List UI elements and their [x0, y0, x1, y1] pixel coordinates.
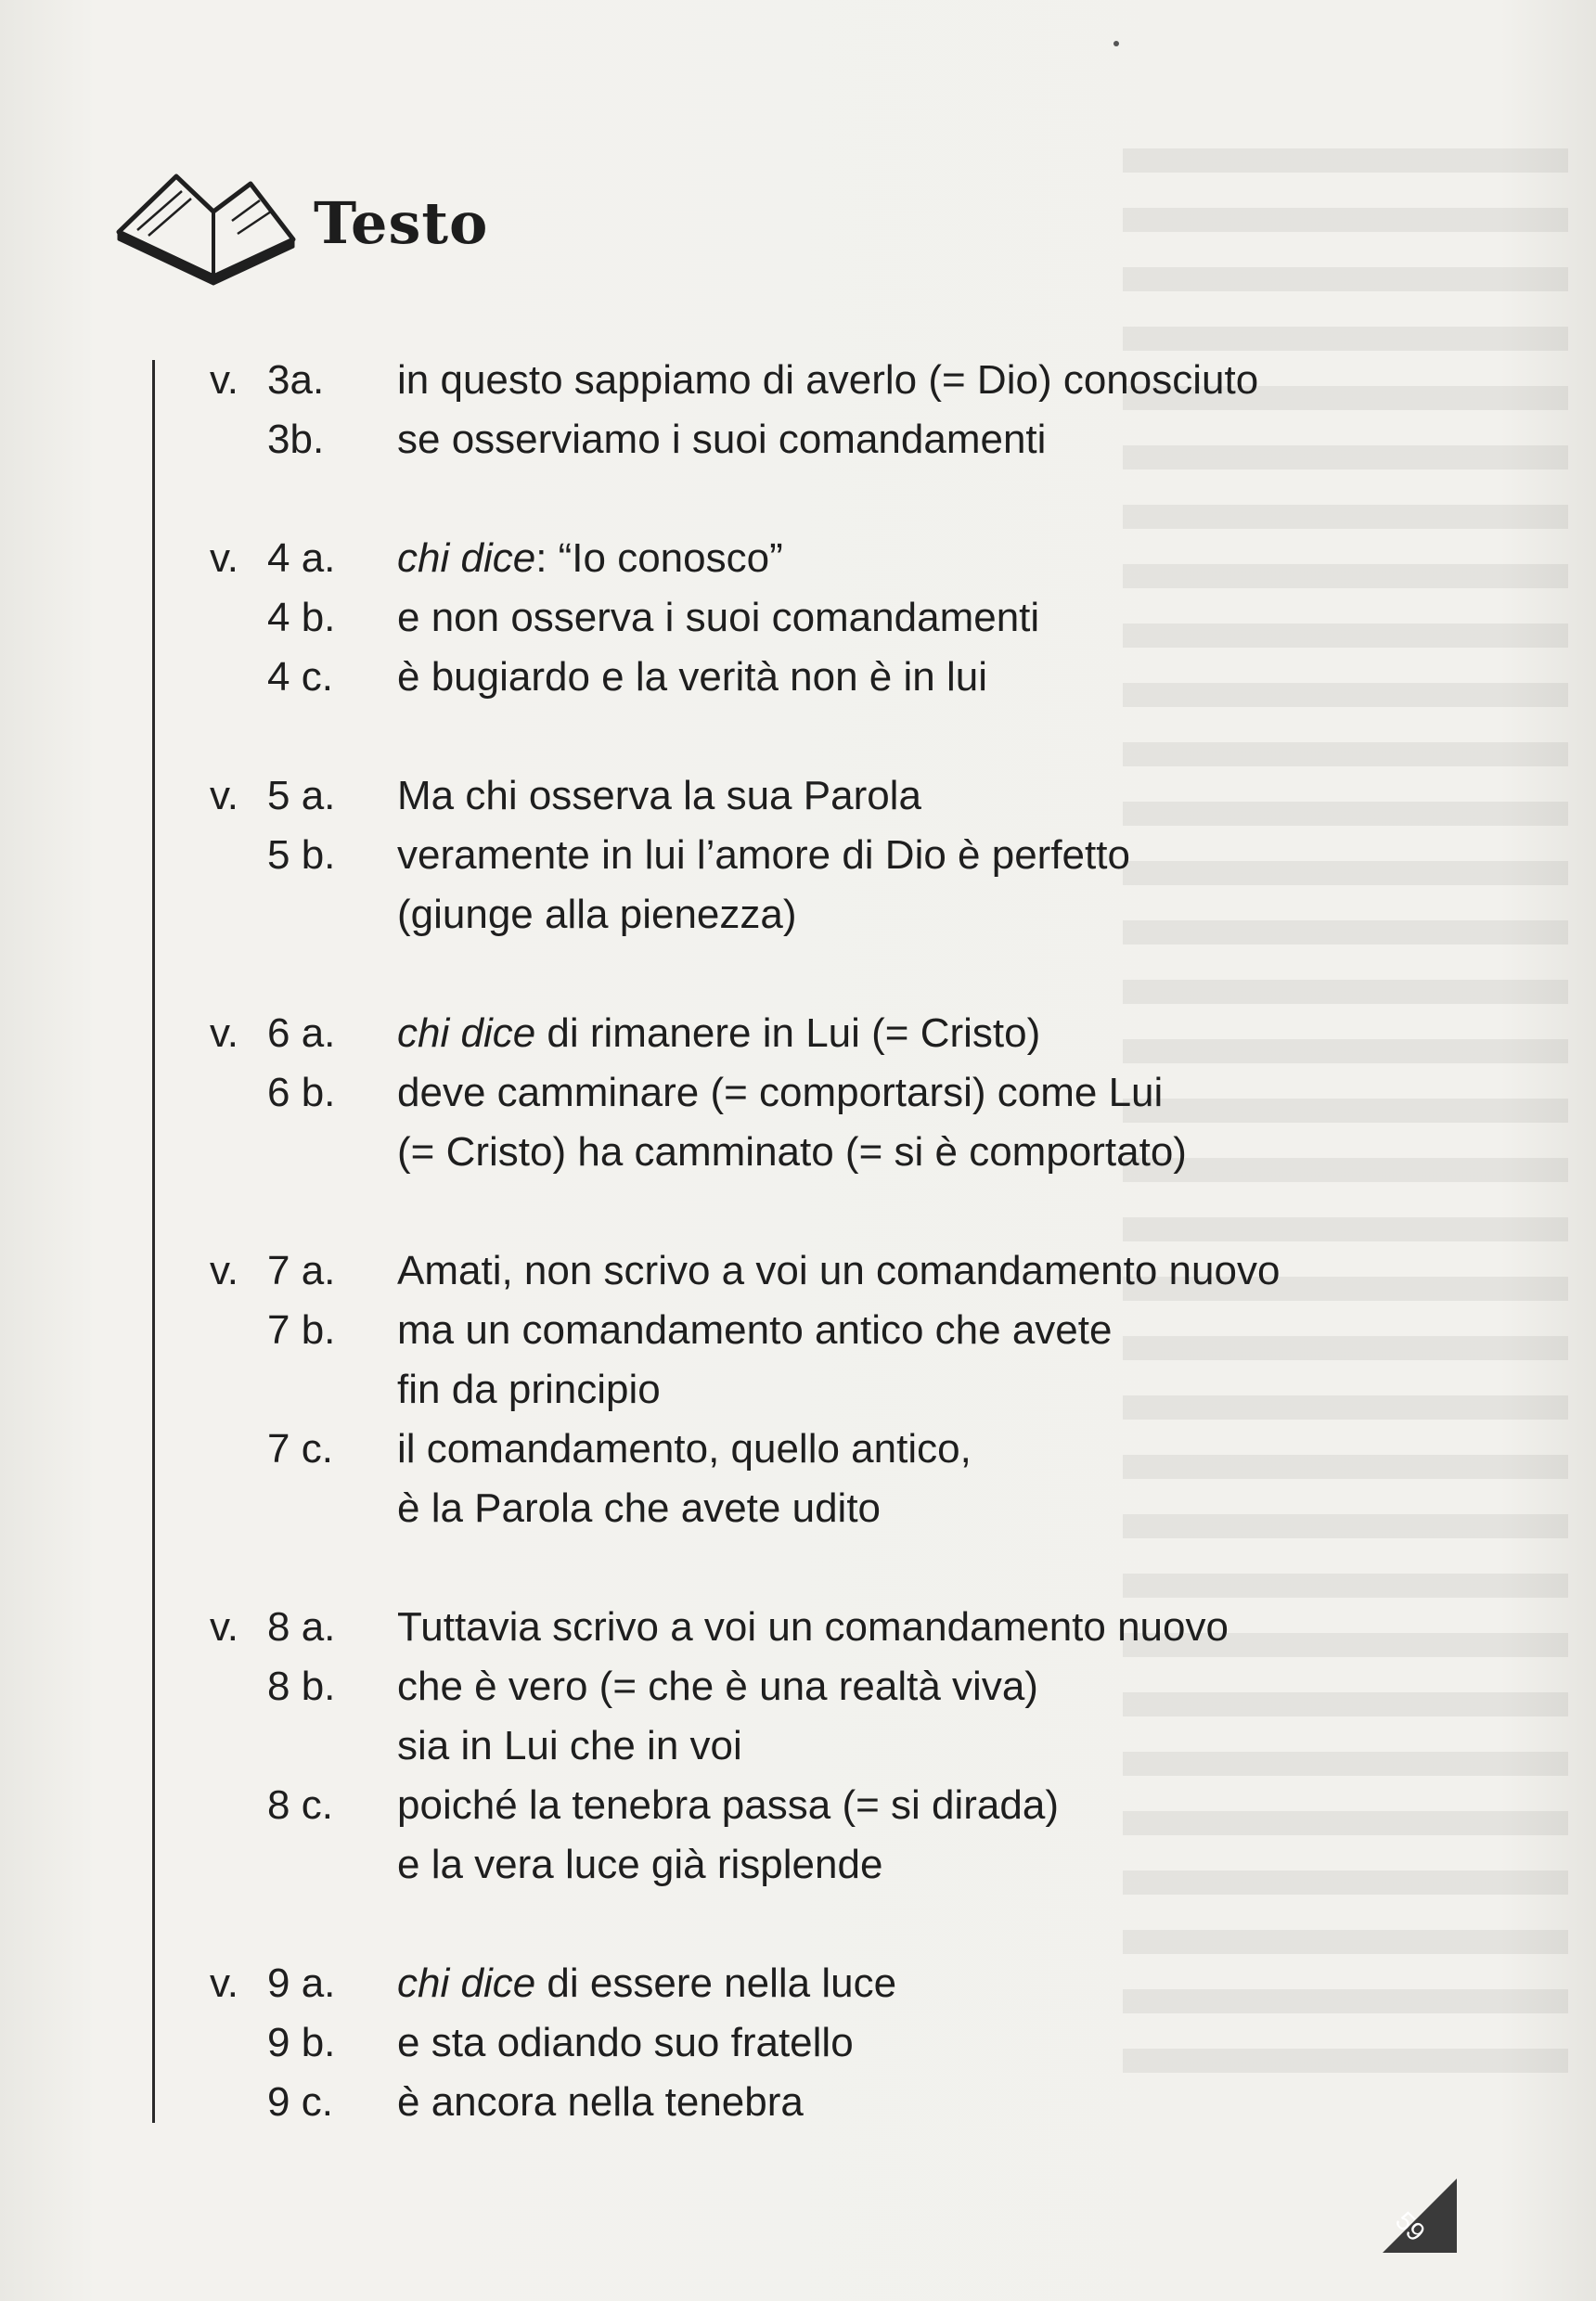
verse-line	[0, 351, 1596, 410]
verse-text-span: veramente in lui l’amore di Dio è perfetto	[397, 832, 1130, 878]
verse-text	[397, 351, 1455, 410]
verse-text-span: è la Parola che avete udito	[397, 1485, 882, 1531]
verse-prefix: v.	[210, 357, 238, 403]
verse-text	[397, 1776, 1455, 1835]
verse-line	[0, 1657, 1596, 1716]
verse-text	[397, 826, 1455, 885]
verse-text-span: : “Io conosco”	[535, 535, 783, 581]
verse-text-span: è ancora nella tenebra	[397, 2079, 804, 2125]
verse-text-span: (giunge alla pienezza)	[397, 892, 797, 937]
verse-text	[397, 1479, 1455, 1538]
verse-line	[0, 2013, 1596, 2073]
verse-number: 6 b.	[267, 1070, 336, 1115]
verse-line	[0, 648, 1596, 707]
verse-text-span: che è vero (= che è una realtà viva)	[397, 1664, 1038, 1709]
verse-number: 8 c.	[267, 1782, 333, 1828]
verse-prefix: v.	[210, 535, 238, 581]
verse-text-span: il comandamento, quello antico,	[397, 1426, 972, 1472]
verse-text	[397, 885, 1455, 945]
verse-line	[0, 1360, 1596, 1420]
verse-number: 7 c.	[267, 1426, 333, 1472]
verse-line	[0, 1123, 1596, 1182]
verse-text-span: in questo sappiamo di averlo (= Dio) conosciuto	[397, 357, 1259, 403]
verse-text-span: di essere nella luce	[535, 1960, 897, 2006]
verse-line	[0, 826, 1596, 885]
verse-text	[397, 588, 1455, 648]
verse-number: 4 b.	[267, 595, 336, 640]
page-number: 59	[1389, 2205, 1431, 2247]
verse-number: 9 a.	[267, 1960, 336, 2006]
verse-text	[397, 1360, 1455, 1420]
verse-line	[0, 1420, 1596, 1479]
verse-number: 3b.	[267, 417, 325, 462]
verse-text	[397, 1716, 1455, 1776]
verse-text	[397, 1301, 1455, 1360]
verse-number: 9 c.	[267, 2079, 333, 2125]
verse-text-italic: chi dice	[397, 535, 536, 581]
verse-text	[397, 1123, 1455, 1182]
verse-text	[397, 1063, 1455, 1123]
verse-line	[0, 529, 1596, 588]
verse-text	[397, 1954, 1455, 2013]
verse-prefix: v.	[210, 1960, 238, 2006]
verse-prefix: v.	[210, 1248, 238, 1293]
verse-line	[0, 1776, 1596, 1835]
verse-text-span: e la vera luce già risplende	[397, 1842, 883, 1887]
verse-text-span: (= Cristo) ha camminato (= si è comportato)	[397, 1129, 1187, 1175]
verse-number: 6 a.	[267, 1010, 336, 1056]
verse-number: 3a.	[267, 357, 325, 403]
verse-text-span: è bugiardo e la verità non è in lui	[397, 654, 987, 700]
verse-text	[397, 529, 1455, 588]
verse-text-span: e sta odiando suo fratello	[397, 2020, 854, 2065]
verse-text	[397, 1835, 1455, 1895]
verse-line	[0, 885, 1596, 945]
verse-text-span: deve camminare (= comportarsi) come Lui	[397, 1070, 1164, 1115]
verse-text-span: ma un comandamento antico che avete	[397, 1307, 1113, 1353]
verse-number: 8 a.	[267, 1604, 336, 1650]
verse-line	[0, 1063, 1596, 1123]
verse-text-span: poiché la tenebra passa (= si dirada)	[397, 1782, 1059, 1828]
verse-text-italic: chi dice	[397, 1960, 536, 2006]
verse-prefix: v.	[210, 1604, 238, 1650]
verse-text-span: e non osserva i suoi comandamenti	[397, 595, 1040, 640]
verse-line	[0, 588, 1596, 648]
verse-number: 5 b.	[267, 832, 336, 878]
verse-text-span: Amati, non scrivo a voi un comandamento nuovo	[397, 1248, 1281, 1293]
verse-text-span: se osserviamo i suoi comandamenti	[397, 417, 1047, 462]
verse-text	[397, 1420, 1455, 1479]
verse-text-span: sia in Lui che in voi	[397, 1723, 742, 1768]
verse-line	[0, 1004, 1596, 1063]
verse-line	[0, 1301, 1596, 1360]
verse-line	[0, 1598, 1596, 1657]
verse-line	[0, 1716, 1596, 1776]
verse-text-span: Ma chi osserva la sua Parola	[397, 773, 921, 818]
verse-line	[0, 1241, 1596, 1301]
verse-text	[397, 1657, 1455, 1716]
verse-text	[397, 1598, 1455, 1657]
verse-number: 5 a.	[267, 773, 336, 818]
verse-line	[0, 1835, 1596, 1895]
verse-number: 7 b.	[267, 1307, 336, 1353]
verse-text	[397, 2073, 1455, 2132]
verse-text	[397, 766, 1455, 826]
verse-text-span: Tuttavia scrivo a voi un comandamento nuovo	[397, 1604, 1229, 1650]
page-title: Testo	[314, 189, 489, 257]
verse-number: 4 c.	[267, 654, 333, 700]
verse-line	[0, 1479, 1596, 1538]
verse-number: 8 b.	[267, 1664, 336, 1709]
verse-text	[397, 2013, 1455, 2073]
verse-text	[397, 410, 1455, 469]
verse-number: 9 b.	[267, 2020, 336, 2065]
verse-text	[397, 1241, 1455, 1301]
verse-number: 4 a.	[267, 535, 336, 581]
verse-text	[397, 1004, 1455, 1063]
verse-text-span: di rimanere in Lui (= Cristo)	[535, 1010, 1041, 1056]
verse-number: 7 a.	[267, 1248, 336, 1293]
verse-text	[397, 648, 1455, 707]
verse-prefix: v.	[210, 1010, 238, 1056]
verse-line	[0, 410, 1596, 469]
verse-line	[0, 2073, 1596, 2132]
verse-text-italic: chi dice	[397, 1010, 536, 1056]
verse-line	[0, 766, 1596, 826]
verse-line	[0, 1954, 1596, 2013]
verse-prefix: v.	[210, 773, 238, 818]
verse-text-span: fin da principio	[397, 1367, 661, 1412]
